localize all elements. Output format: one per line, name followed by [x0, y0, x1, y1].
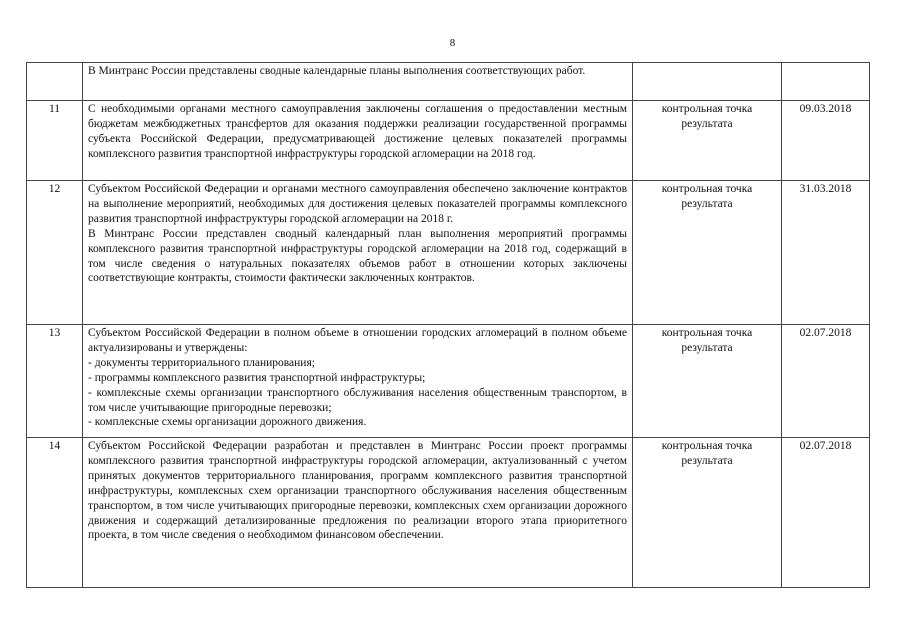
row-type: контрольная точка результата: [633, 101, 782, 181]
row-description: [83, 101, 633, 181]
row-description: [83, 181, 633, 325]
row-type: контрольная точка результата: [633, 325, 782, 438]
row-date: [782, 63, 870, 101]
row-description: [83, 438, 633, 588]
paragraph: В Минтранс России представлены сводные календарные планы выполнения соответствующих работ.: [88, 65, 586, 77]
page-number: 8: [449, 37, 456, 49]
paragraph: С необходимыми органами местного самоуправления заключены соглашения о предоставлении местным бюджетам межбюджетных трансфертов для оказания поддержки реализации государственной программы субъекта Российской Федерации, предусматривающей достижение целевых показателей программы комплексного развития транспортной инфраструктуры городской агломерации на 2018 год.: [88, 103, 627, 160]
list-item: - комплексные схемы организации дорожного движения.: [88, 416, 367, 429]
table-row: [27, 181, 870, 325]
row-number: 13: [27, 325, 83, 438]
row-type: контрольная точка результата: [633, 438, 782, 588]
row-date: 31.03.2018: [782, 181, 870, 325]
paragraph: Субъектом Российской Федерации в полном объеме в отношении городских агломераций в полном объеме актуализированы и утверждены:: [88, 327, 627, 354]
row-date: 09.03.2018: [782, 101, 870, 181]
row-date: 02.07.2018: [782, 438, 870, 588]
row-number: 12: [27, 181, 83, 325]
table-row: [27, 101, 870, 181]
list-item: - программы комплексного развития транспортной инфраструктуры;: [88, 371, 426, 384]
paragraph: Субъектом Российской Федерации разработан и представлен в Минтранс России проект программы комплексного развития транспортной инфраструктуры городской агломерации, актуализованный с учетом принятых документов территориального планирования, программ комплексного развития транспортной инфраструктуры, комплексных схем организации транспортного обслуживания населения общественным транспортом, в том числе учитывающих пригородные перевозки, комплексных схем организации дорожного движения и содержащий детализированные предложения по реализации второго этапа приоритетного проекта, в том числе сведения о необходимом финансовом обеспечении.: [88, 440, 627, 542]
plan-table: [26, 62, 870, 588]
row-date: 02.07.2018: [782, 325, 870, 438]
list-item: - документы территориального планирования;: [88, 356, 315, 369]
table-row: [27, 63, 870, 101]
list-item: - комплексные схемы организации транспортного обслуживания населения общественным транспортом, в том числе учитывающие пригородные перевозки;: [88, 386, 627, 414]
row-type: контрольная точка результата: [633, 181, 782, 325]
paragraph: В Минтранс России представлен сводный календарный план выполнения мероприятий программы комплексного развития транспортной инфраструктуры городской агломерации на 2018 год, содержащий в том числе сведения о натуральных показателях объемов работ в отношении которых заключены соответствующие контракты, стоимости фактически заключенных контрактов.: [88, 227, 627, 285]
table-row: [27, 438, 870, 588]
table-row: [27, 325, 870, 438]
row-number: 11: [27, 101, 83, 181]
row-number: 14: [27, 438, 83, 588]
row-type: [633, 63, 782, 101]
row-description: [83, 325, 633, 438]
paragraph: Субъектом Российской Федерации и органами местного самоуправления обеспечено заключение контрактов на выполнение мероприятий, необходимых для достижения целевых показателей программы комплексного развития транспортной инфраструктуры городской агломерации на 2018 г.: [88, 183, 627, 225]
row-description: [83, 63, 633, 101]
row-number: [27, 63, 83, 101]
